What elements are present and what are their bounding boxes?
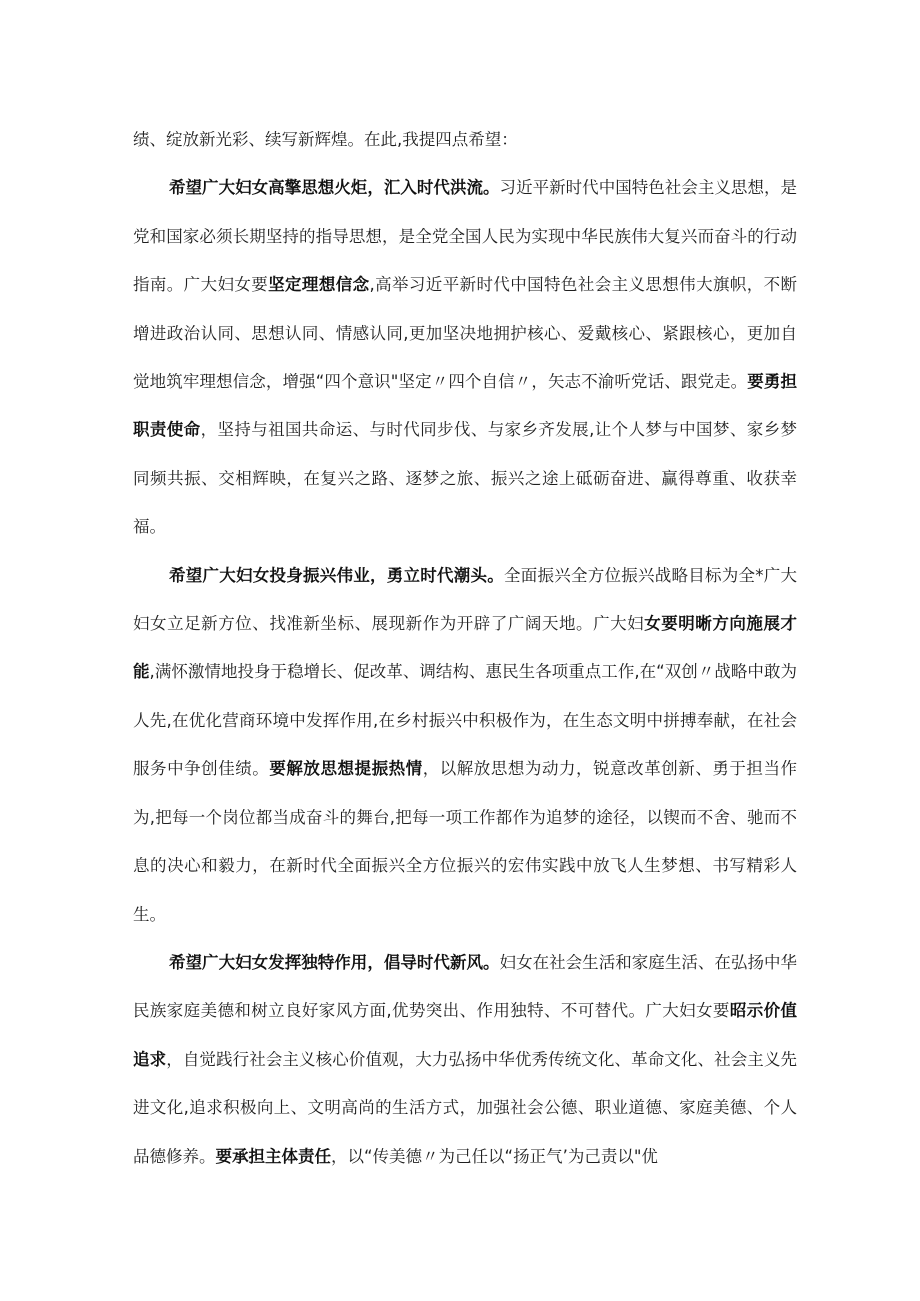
text-segment: 习近平新时代中国特色社会主义思想，是党和国家必须长期坚持的指导思想，是全党全国人民为实现中华民族伟大复兴而奋斗的行动指南。广大妇女要 xyxy=(133,178,798,295)
text-segment: ，以解放思想为动力，锐意改革创新、勇于担当作为,把每一个岗位都当成奋斗的舞台,把每一项工作都作为追梦的途径，以锲而不舍、驰而不息的决心和毅力，在新时代全面振兴全方位振兴的宏伟实践中放飞人生梦想、书写精彩人生。 xyxy=(133,759,798,924)
paragraph-intro-continuation xyxy=(133,116,797,164)
text-segment: ，坚持与祖国共命运、与时代同步伐、与家乡齐发展,让个人梦与中国梦、家乡梦同频共振、交相辉映，在复兴之路、逐梦之旅、振兴之途上砥砺奋进、赢得尊重、收获幸福。 xyxy=(133,420,798,537)
paragraph-hope-revitalization xyxy=(133,552,797,939)
paragraph-heading: 希望广大妇女投身振兴伟业，勇立时代潮头。 xyxy=(169,565,504,585)
document-body xyxy=(133,116,797,1181)
paragraph-hope-ideology xyxy=(133,164,797,551)
paragraph-hope-new-trends xyxy=(133,939,797,1181)
emphasis-text: 女要明晰方向施展才能 xyxy=(133,614,798,682)
emphasis-text: 要承担主体责任 xyxy=(215,1146,331,1166)
text-segment: 绩、绽放新光彩、续写新辉煌。在此,我提四点希望： xyxy=(133,130,518,149)
text-segment: 妇女在社会生活和家庭生活、在弘扬中华民族家庭美德和树立良好家风方面,优势突出、作用独特、不可替代。广大妇女要 xyxy=(133,952,798,1021)
text-segment: ,满怀激情地投身于稳增长、促改革、调结构、惠民生各项重点工作,在“双创〃战略中敢为人先,在优化营商环境中发挥作用,在乡村振兴中积极作为，在生态文明中拼搏奉献，在社会服务中争创佳绩。 xyxy=(133,662,798,779)
emphasis-text: 坚定理想信念 xyxy=(268,275,370,295)
text-segment: 全面振兴全方位振兴战略目标为全*广大妇女立足新方位、找准新坐标、展现新作为开辟了广阔天地。广大妇 xyxy=(133,565,797,634)
paragraph-heading: 希望广大妇女高擎思想火炬，汇入时代洪流。 xyxy=(169,178,500,198)
emphasis-text: 昭示价值追求 xyxy=(133,1001,798,1069)
text-segment: ，以“传美德〃为己任以“扬正气’为己责以"优 xyxy=(331,1146,658,1166)
text-segment: ，自觉践行社会主义核心价值观，大力弘扬中华优秀传统文化、革命文化、社会主义先进文化,追求积极向上、文明高尚的生活方式，加强社会公德、职业道德、家庭美德、个人品德修养。 xyxy=(133,1049,798,1166)
emphasis-text: 要勇担职责使命 xyxy=(133,372,797,440)
paragraph-heading: 希望广大妇女发挥独特作用，倡导时代新风。 xyxy=(169,952,500,972)
text-segment: ,高举习近平新时代中国特色社会主义思想伟大旗帜，不断增进政治认同、思想认同、情感认同,更加坚决地拥护核心、爱戴核心、紧跟核心，更加自觉地筑牢理想信念，增强“四个意识"坚定〃四个自信〃，矢志不渝听党话、跟党走。 xyxy=(133,275,798,392)
emphasis-text: 要解放思想提振热情 xyxy=(269,759,423,779)
